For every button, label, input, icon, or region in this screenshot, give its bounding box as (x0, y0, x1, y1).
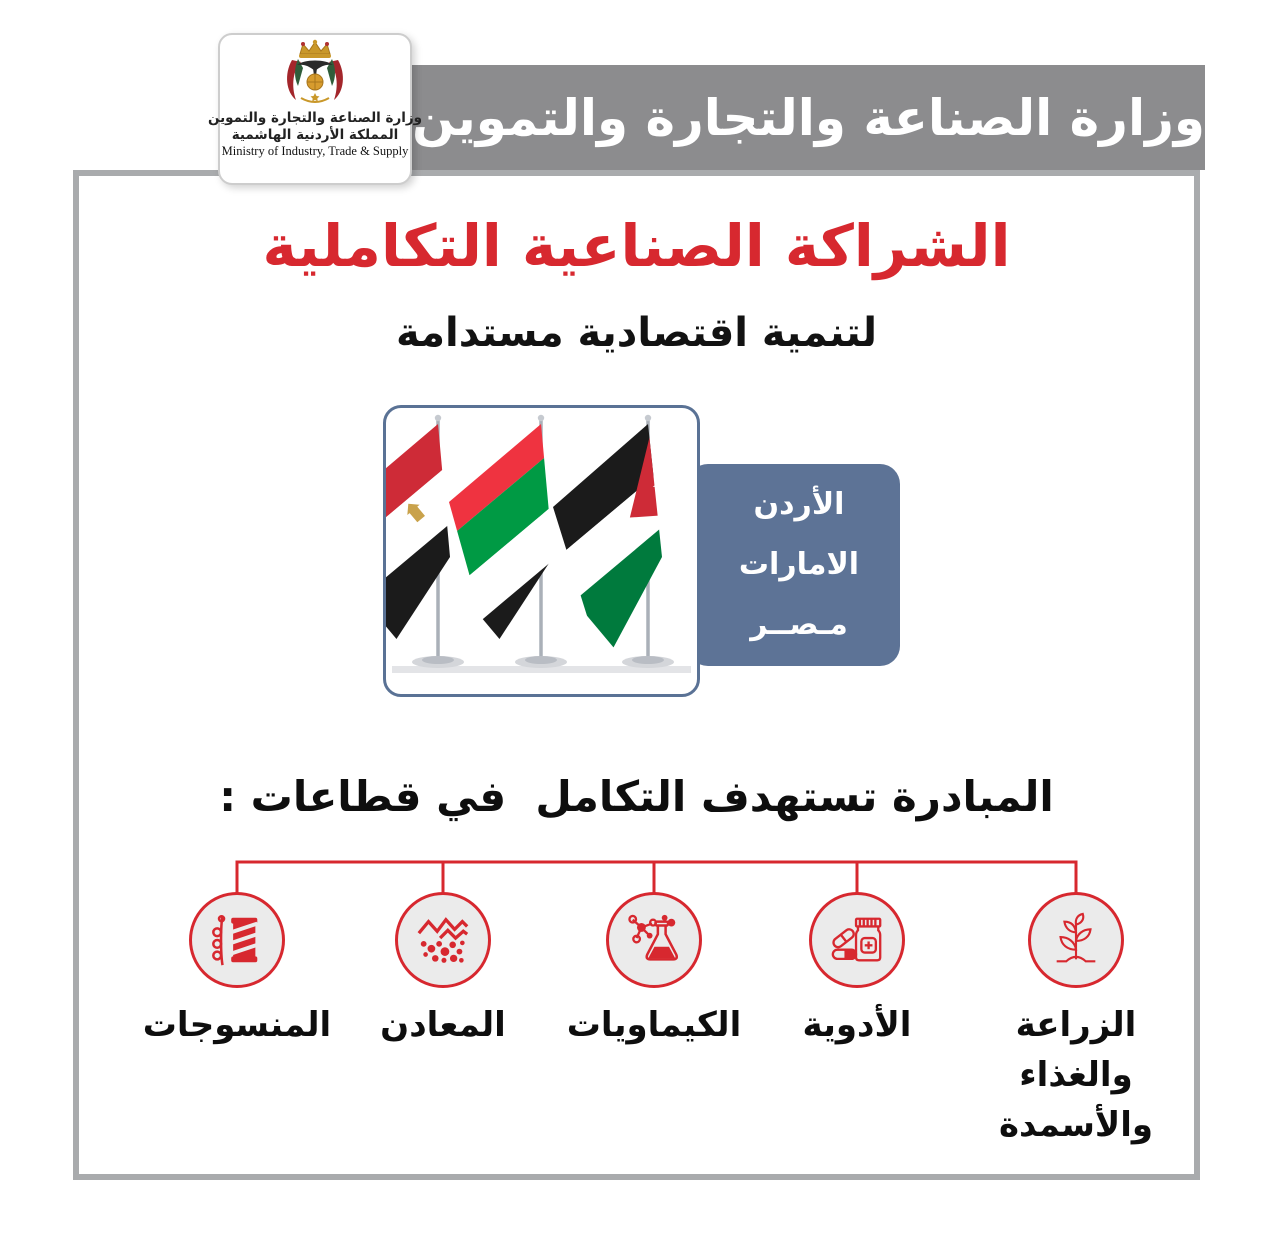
page-subtitle: لتنمية اقتصادية مستدامة (395, 310, 878, 356)
page-title: الشراكة الصناعية التكاملية (262, 212, 1011, 280)
sector-circle (189, 892, 285, 988)
sector-textiles (142, 892, 332, 1045)
sector-circle (809, 892, 905, 988)
jordan-coat-of-arms-icon (272, 38, 358, 110)
sector-label-line: الزراعة (1015, 1005, 1137, 1045)
country-jordan: الأردن (753, 487, 845, 522)
sector-chemicals (566, 892, 742, 1045)
medicine-icon (828, 911, 886, 969)
sector-circle (1028, 892, 1124, 988)
sector-pharmaceuticals (802, 892, 912, 1045)
sector-label (956, 1000, 1196, 1150)
sector-metals (380, 892, 506, 1045)
sector-label: الكيماويات (566, 1005, 742, 1045)
chemistry-flask-icon (625, 911, 683, 969)
sector-label: المعادن (380, 1005, 506, 1045)
country-egypt: مـصــر (750, 607, 848, 642)
three-flags-illustration (386, 408, 697, 694)
logo-arabic-line1: وزارة الصناعة والتجارة والتموين (207, 110, 423, 126)
sector-circle (395, 892, 491, 988)
countries-box (688, 464, 900, 666)
flags-image (383, 405, 700, 697)
country-uae: الامارات (738, 547, 860, 582)
sector-circle (606, 892, 702, 988)
sector-label: الأدوية (802, 1005, 912, 1045)
minerals-icon (414, 911, 472, 969)
ministry-logo-box (207, 33, 423, 185)
sector-label-line: والغذاء (1019, 1055, 1133, 1095)
sectors-connector-line (150, 840, 1130, 900)
plant-icon (1047, 911, 1105, 969)
ministry-banner (412, 65, 1205, 170)
yarn-needle-icon (208, 911, 266, 969)
sector-agriculture (998, 892, 1154, 1145)
logo-english-line: Ministry of Industry, Trade & Supply (221, 143, 409, 158)
sectors-heading: المبادرة تستهدف التكامل في قطاعات : (219, 772, 1054, 821)
logo-arabic-line2: المملكة الأردنية الهاشمية (231, 126, 399, 143)
ministry-banner-title: وزارة الصناعة والتجارة والتموين (412, 88, 1205, 147)
sector-label: المنسوجات (142, 1005, 332, 1045)
sector-label-line: والأسمدة (998, 1105, 1154, 1145)
